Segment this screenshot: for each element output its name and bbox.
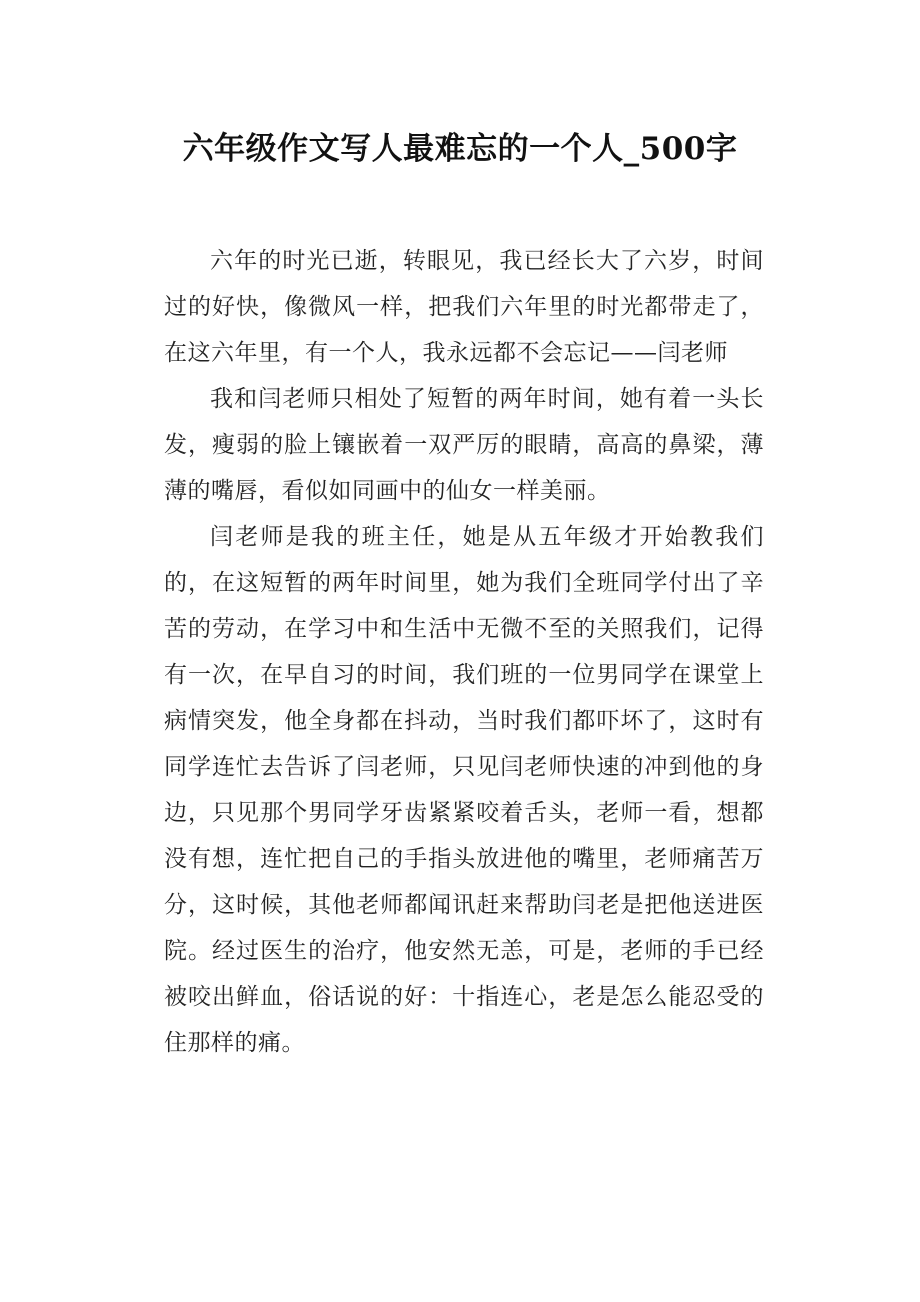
paragraph: 我和闫老师只相处了短暂的两年时间，她有着一头长发，瘦弱的脸上镶嵌着一双严厉的眼睛，高高的鼻梁，薄薄的嘴唇，看似如同画中的仙女一样美丽。 (164, 386, 764, 504)
document-body (164, 238, 764, 1066)
paragraph: 六年的时光已逝，转眼见，我已经长大了六岁，时间过的好快，像微风一样，把我们六年里的时光都带走了，在这六年里，有一个人，我永远都不会忘记——闫老师 (164, 248, 764, 366)
paragraph: 闫老师是我的班主任，她是从五年级才开始教我们的，在这短暂的两年时间里，她为我们全班同学付出了辛苦的劳动，在学习中和生活中无微不至的关照我们，记得有一次，在早自习的时间，我们班的一位男同学在课堂上病情突发，他全身都在抖动，当时我们都吓坏了，这时有同学连忙去告诉了闫老师，只见闫老师快速的冲到他的身边，只见那个男同学牙齿紧紧咬着舌头，老师一看，想都没有想，连忙把自己的手指头放进他的嘴里，老师痛苦万分，这时候，其他老师都闻讯赶来帮助闫老是把他送进医院。经过医生的治疗，他安然无恙，可是，老师的手已经被咬出鲜血，俗话说的好：十指连心，老是怎么能忍受的住那样的痛。 (164, 524, 764, 1056)
document-title: 六年级作文写人最难忘的一个人_500字 (182, 131, 738, 167)
